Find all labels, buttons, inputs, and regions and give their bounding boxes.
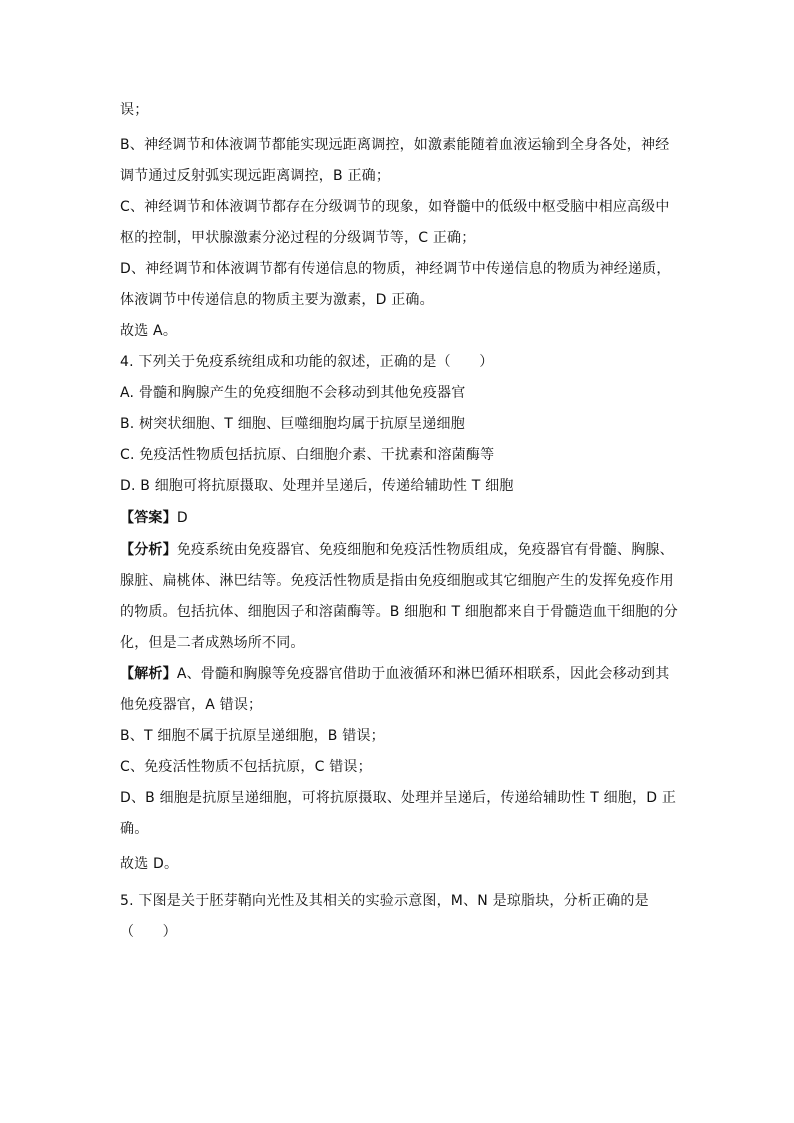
analysis-line — [120, 540, 680, 560]
text-line: 化，但是二者成熟场所不同。 — [120, 635, 305, 651]
question-stem: 5. 下图是关于胚芽鞘向光性及其相关的实验示意图，M、N 是琼脂块，分析正确的是 — [120, 893, 649, 909]
option-c: C. 免疫活性物质包括抗原、白细胞介素、干扰素和溶菌酶等 — [120, 447, 495, 463]
text-line: 误； — [120, 102, 149, 118]
text-line: B、T 细胞不属于抗原呈递细胞，B 错误； — [120, 728, 385, 744]
explain-line — [120, 664, 680, 684]
explain-label: 【解析】 — [120, 666, 177, 682]
text-line: D、B 细胞是抗原呈递细胞，可将抗原摄取、处理并呈递后，传递给辅助性 T 细胞，D 正 — [120, 790, 677, 806]
answer-value: D — [176, 510, 188, 526]
text-line: D、神经调节和体液调节都有传递信息的物质，神经调节中传递信息的物质为神经递质， — [120, 261, 671, 277]
text-line: B、神经调节和体液调节都能实现远距离调控，如激素能随着血液运输到全身各处，神经 — [120, 137, 670, 153]
text-line: 故选 A。 — [120, 323, 178, 339]
analysis-text: 免疫系统由免疫器官、免疫细胞和免疫活性物质组成，免疫器官有骨髓、胸腺、 — [176, 542, 674, 558]
answer-label: 【答案】 — [120, 510, 177, 526]
text-line: 体液调节中传递信息的物质主要为激素，D 正确。 — [120, 292, 434, 308]
option-a: A. 骨髓和胸腺产生的免疫细胞不会移动到其他免疫器官 — [120, 385, 466, 401]
text-line: 腺脏、扁桃体、淋巴结等。免疫活性物质是指由免疫细胞或其它细胞产生的发挥免疫作用 — [120, 573, 674, 589]
option-b: B. 树突状细胞、T 细胞、巨噬细胞均属于抗原呈递细胞 — [120, 416, 465, 432]
option-d: D. B 细胞可将抗原摄取、处理并呈递后，传递给辅助性 T 细胞 — [120, 478, 514, 494]
text-line: C、神经调节和体液调节都存在分级调节的现象，如脊髓中的低级中枢受脑中相应高级中 — [120, 199, 670, 215]
text-line: 枢的控制，甲状腺激素分泌过程的分级调节等，C 正确； — [120, 230, 476, 246]
text-line: 他免疫器官，A 错误； — [120, 697, 263, 713]
text-line: 调节通过反射弧实现远距离调控，B 正确； — [120, 168, 391, 184]
answer-line — [120, 508, 680, 528]
text-line: 故选 D。 — [120, 856, 179, 872]
text-line: 确。 — [120, 821, 149, 837]
text-line: C、免疫活性物质不包括抗原，C 错误； — [120, 759, 372, 775]
analysis-label: 【分析】 — [120, 542, 177, 558]
explain-text: A、骨髓和胸腺等免疫器官借助于血液循环和淋巴循环相联系，因此会移动到其 — [176, 666, 670, 682]
question-paren: （ ） — [120, 924, 177, 940]
question-stem: 4. 下列关于免疫系统组成和功能的叙述，正确的是（ ） — [120, 354, 494, 370]
text-line: 的物质。包括抗体、细胞因子和溶菌酶等。B 细胞和 T 细胞都来自于骨髓造血干细胞的分 — [120, 604, 678, 620]
